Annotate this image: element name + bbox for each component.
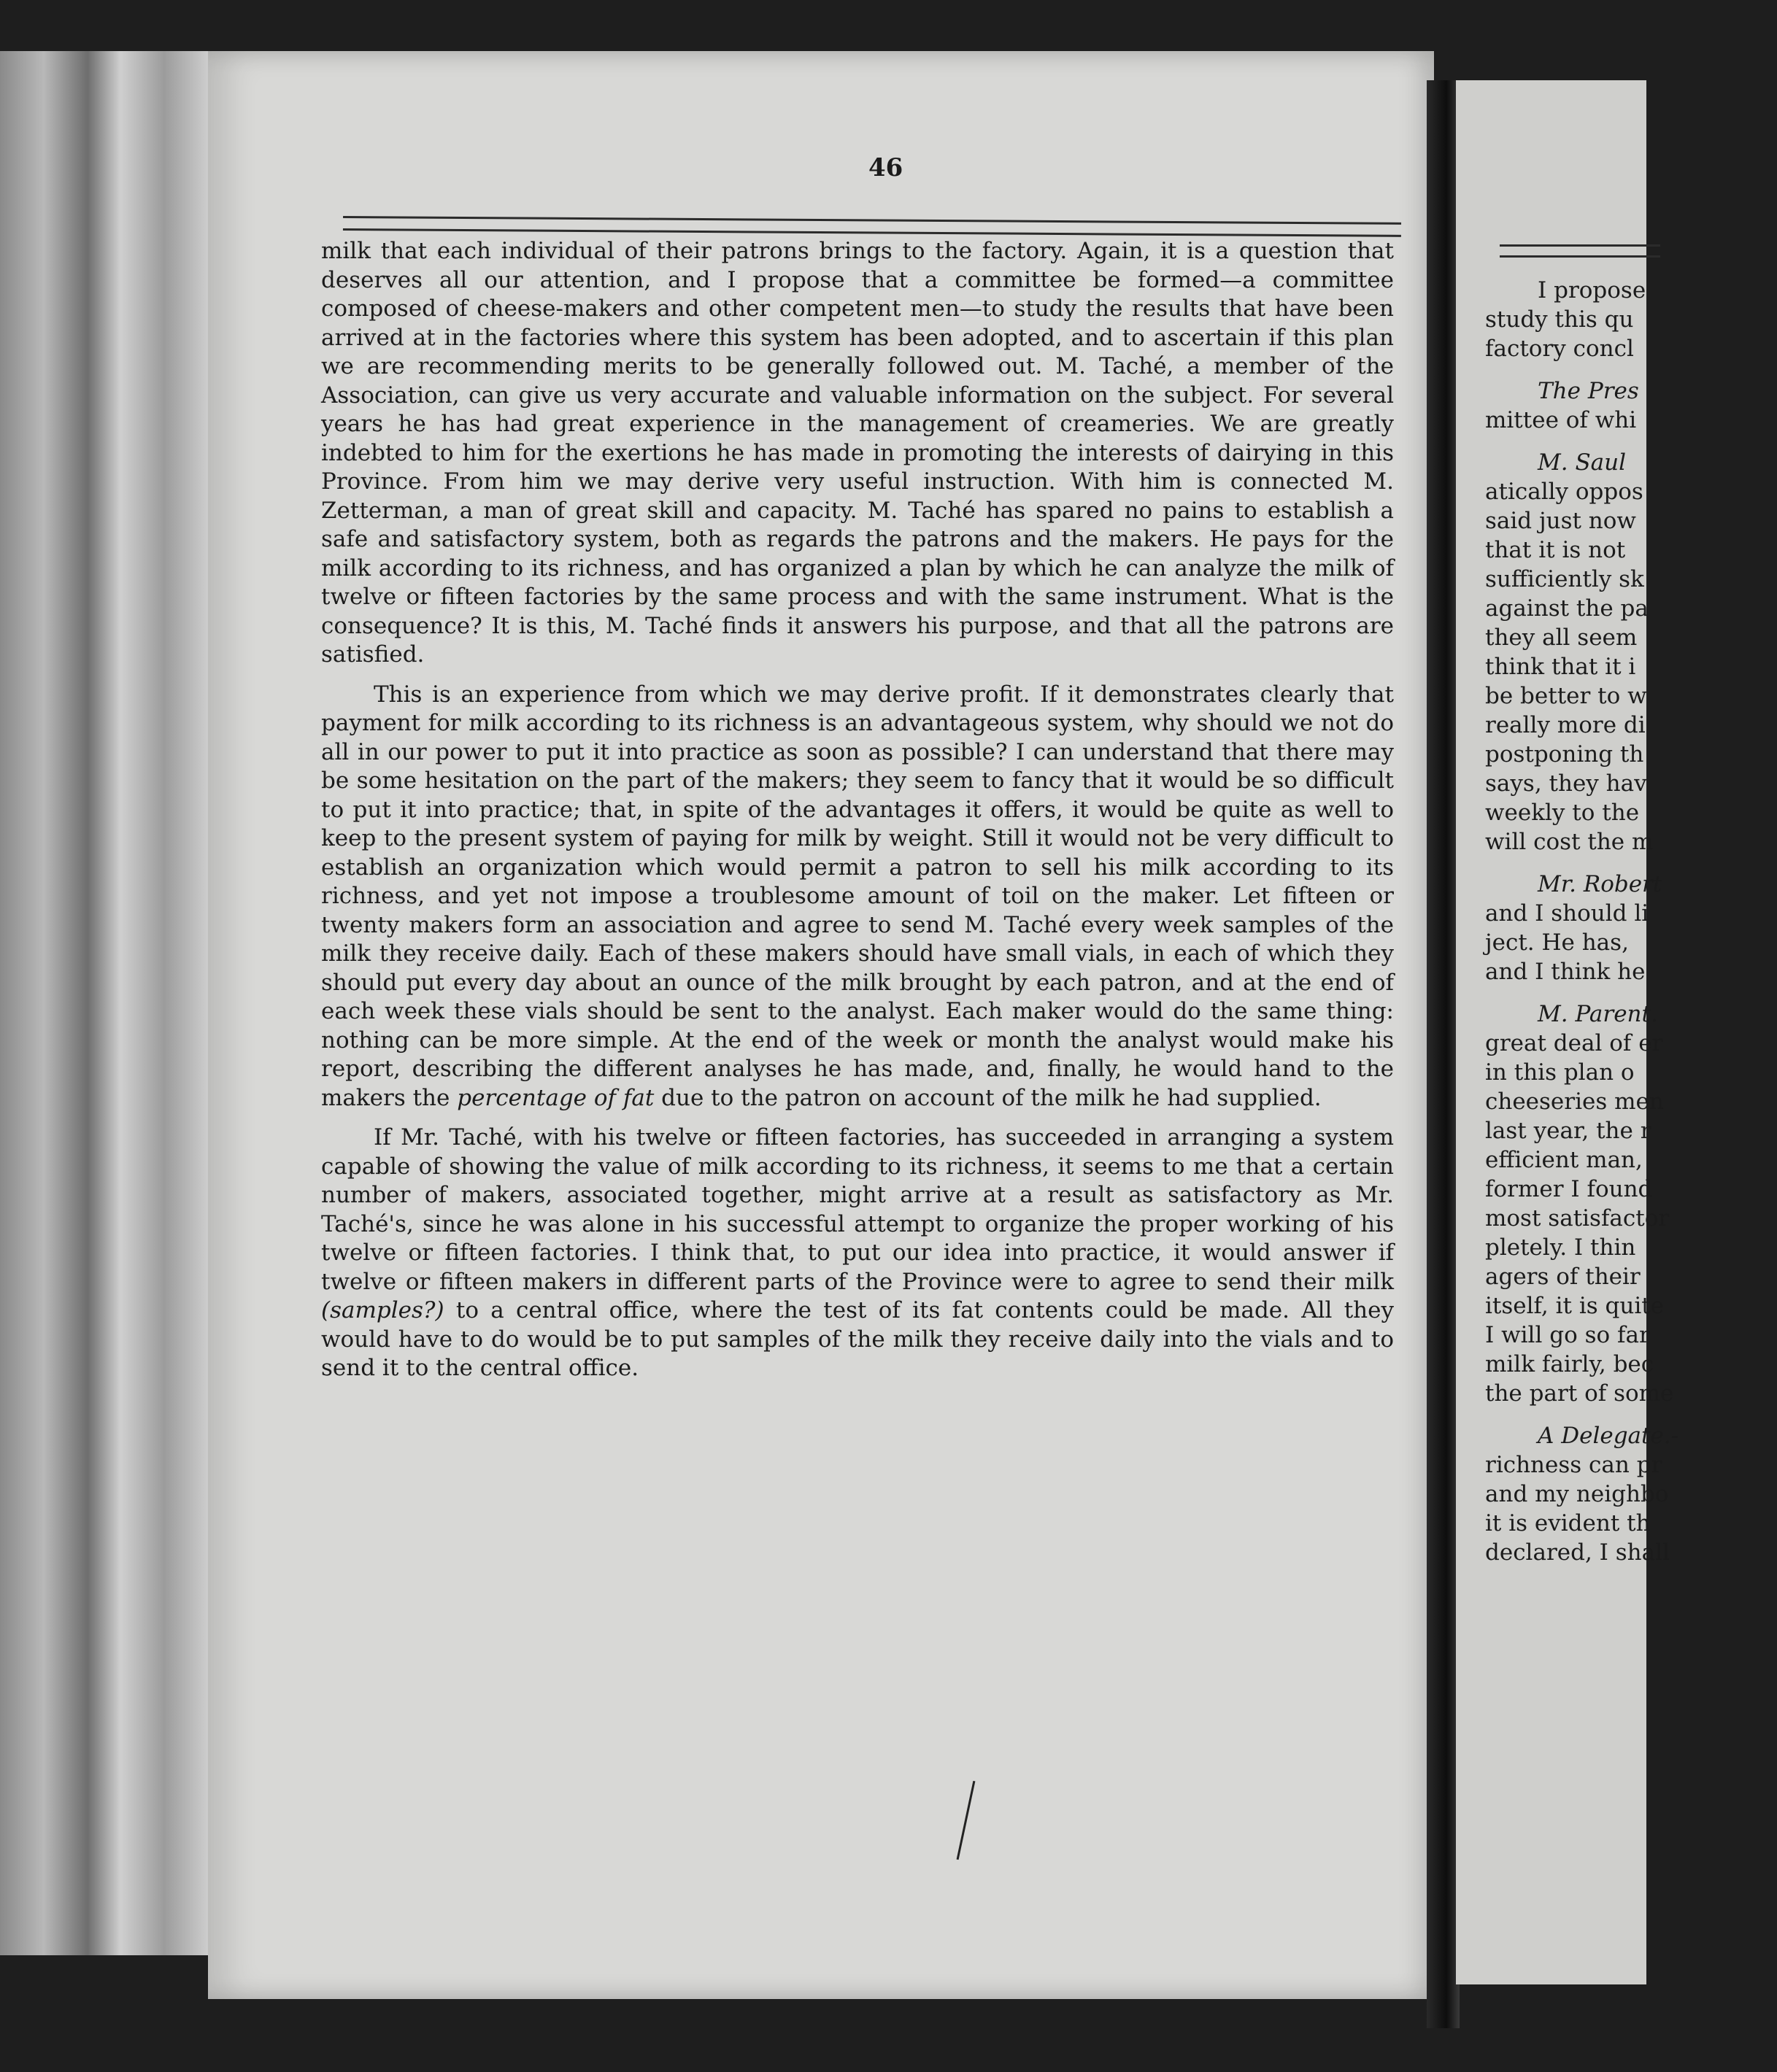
- right-header-rule: [1500, 244, 1660, 258]
- right-line: they all seem: [1485, 625, 1638, 651]
- left-page-text: [321, 237, 1394, 1394]
- right-line: be better to w: [1485, 683, 1647, 709]
- right-line: really more di: [1485, 712, 1646, 738]
- right-line: mittee of whi: [1485, 407, 1637, 433]
- right-line: I propose: [1538, 277, 1646, 304]
- paragraph-1: milk that each individual of their patrons brings to the factory. Again, it is a question that deserves all our attention, and I propose that a committee be formed—a committee composed of cheese-makers and other competent men—to study the results that have been arrived at in the factories where this system has been adopted, and to ascertain if this plan we are recommending merits to be generally followed out. M. Taché, a member of the Association, can give us very accurate and valuable information on the subject. For several years he has had great experience in the management of creameries. We are greatly indebted to him for the exertions he has made in promoting the interests of dairying in this Province. From him we may derive very useful instruction. With him is connected M. Zetterman, a man of great skill and capacity. M. Taché has spared no pains to establish a safe and satisfactory system, both as regards the patrons and the makers. He pays for the milk according to its richness, and has organized a plan by which he can analyze the milk of twelve or fifteen factories by the same process and with the same instrument. What is the consequence? It is this, M. Taché finds it answers his purpose, and that all the patrons are satisfied.: [321, 238, 1394, 668]
- right-line: the part of some: [1485, 1380, 1674, 1407]
- right-line: The Pres: [1538, 378, 1639, 404]
- right-line: weekly to the: [1485, 800, 1640, 826]
- right-line: itself, it is quite: [1485, 1293, 1665, 1319]
- right-line: M. Parent.: [1538, 1001, 1658, 1027]
- right-line: agers of their: [1485, 1264, 1641, 1290]
- right-line: will cost the m: [1485, 829, 1654, 855]
- right-line: in this plan o: [1485, 1059, 1635, 1086]
- right-line: says, they hav: [1485, 770, 1647, 797]
- right-line: and I think he: [1485, 959, 1646, 985]
- paragraph-2: [321, 681, 1394, 1113]
- right-line: factory concl: [1485, 336, 1634, 362]
- page-number: 46: [868, 153, 903, 182]
- right-line: declared, I shall: [1485, 1539, 1670, 1566]
- right-line: think that it i: [1485, 654, 1636, 680]
- right-line: last year, the r: [1485, 1118, 1651, 1144]
- right-line: study this qu: [1485, 306, 1634, 333]
- paragraph-2-end: due to the patron on account of the milk he had supplied.: [661, 1084, 1322, 1111]
- right-line: and I should li: [1485, 900, 1649, 927]
- right-line: most satisfactor: [1485, 1205, 1670, 1232]
- right-page-text: [1485, 276, 1777, 1567]
- right-line: former I found: [1485, 1176, 1653, 1202]
- right-line: efficient man,: [1485, 1147, 1643, 1173]
- right-line: postponing th: [1485, 741, 1644, 768]
- right-line: A Delegate.-: [1538, 1423, 1679, 1449]
- right-line: sufficiently sk: [1485, 566, 1644, 592]
- book-gutter: [1427, 80, 1460, 2028]
- book-binding: [0, 51, 219, 1955]
- samples-italic: (samples?): [321, 1297, 444, 1323]
- paragraph-3-end: to a central office, where the test of its fat contents could be made. All they would have to do would be to put samples of the milk they receive daily into the vials and to send it to the central office.: [321, 1297, 1395, 1381]
- paragraph-3-text: If Mr. Taché, with his twelve or fifteen factories, has succeeded in arranging a system capable of showing the value of milk according to its richness, it seems to me that a certain number of makers, associated together, might arrive at a result as satisfactory as Mr. Taché's, since he was alone in his successful attempt to organize the proper working of his twelve or fifteen factories. I think that, to put our idea into practice, it would answer if twelve or fifteen makers in different parts of the Province were to agree to send their milk: [321, 1124, 1394, 1295]
- paragraph-3: [321, 1124, 1394, 1383]
- percentage-of-fat-italic: percentage of fat: [457, 1084, 655, 1111]
- right-line: milk fairly, bec: [1485, 1351, 1654, 1377]
- right-line: pletely. I thin: [1485, 1234, 1636, 1261]
- right-line: richness can pr: [1485, 1452, 1662, 1478]
- right-page: [1456, 80, 1679, 1984]
- right-line: I will go so far: [1485, 1322, 1650, 1348]
- right-line: atically oppos: [1485, 479, 1643, 505]
- right-line: Mr. Robert: [1538, 871, 1662, 897]
- right-line: against the pa: [1485, 595, 1649, 622]
- right-line: it is evident th: [1485, 1510, 1651, 1536]
- right-line: ject. He has,: [1485, 929, 1629, 956]
- paragraph-2-text: This is an experience from which we may derive profit. If it demonstrates clearly that payment for milk according to its richness is an advantageous system, why should we not do all in our power to put it into practice as soon as possible? I can understand that there may be some hesitation on the part of the makers; they seem to fancy that it would be so difficult to put it into practice; that, in spite of the advantages it offers, it would be quite as well to keep to the present system of paying for milk by weight. Still it would not be very difficult to establish an organization which would permit a patron to sell his milk according to its richness, and yet not impose a troublesome amount of toil on the maker. Let fifteen or twenty makers form an association and agree to send M. Taché every week samples of the milk they receive daily. Each of these makers should have small vials, in each of which they should put every day about an ounce of the milk brought by each patron, and at the end of each week these vials should be sent to the analyst. Each maker would do the same thing: nothing can be more simple. At the end of the week or month the analyst would make his report, describing the different analyses he has made, and, finally, he would hand to the makers the: [321, 681, 1394, 1111]
- right-line: M. Saul: [1538, 449, 1627, 476]
- right-line: said just now: [1485, 508, 1636, 534]
- right-line: great deal of er: [1485, 1030, 1663, 1056]
- right-line: that it is not: [1485, 537, 1626, 563]
- right-line: and my neighbo: [1485, 1481, 1669, 1507]
- right-line: cheeseries men: [1485, 1089, 1664, 1115]
